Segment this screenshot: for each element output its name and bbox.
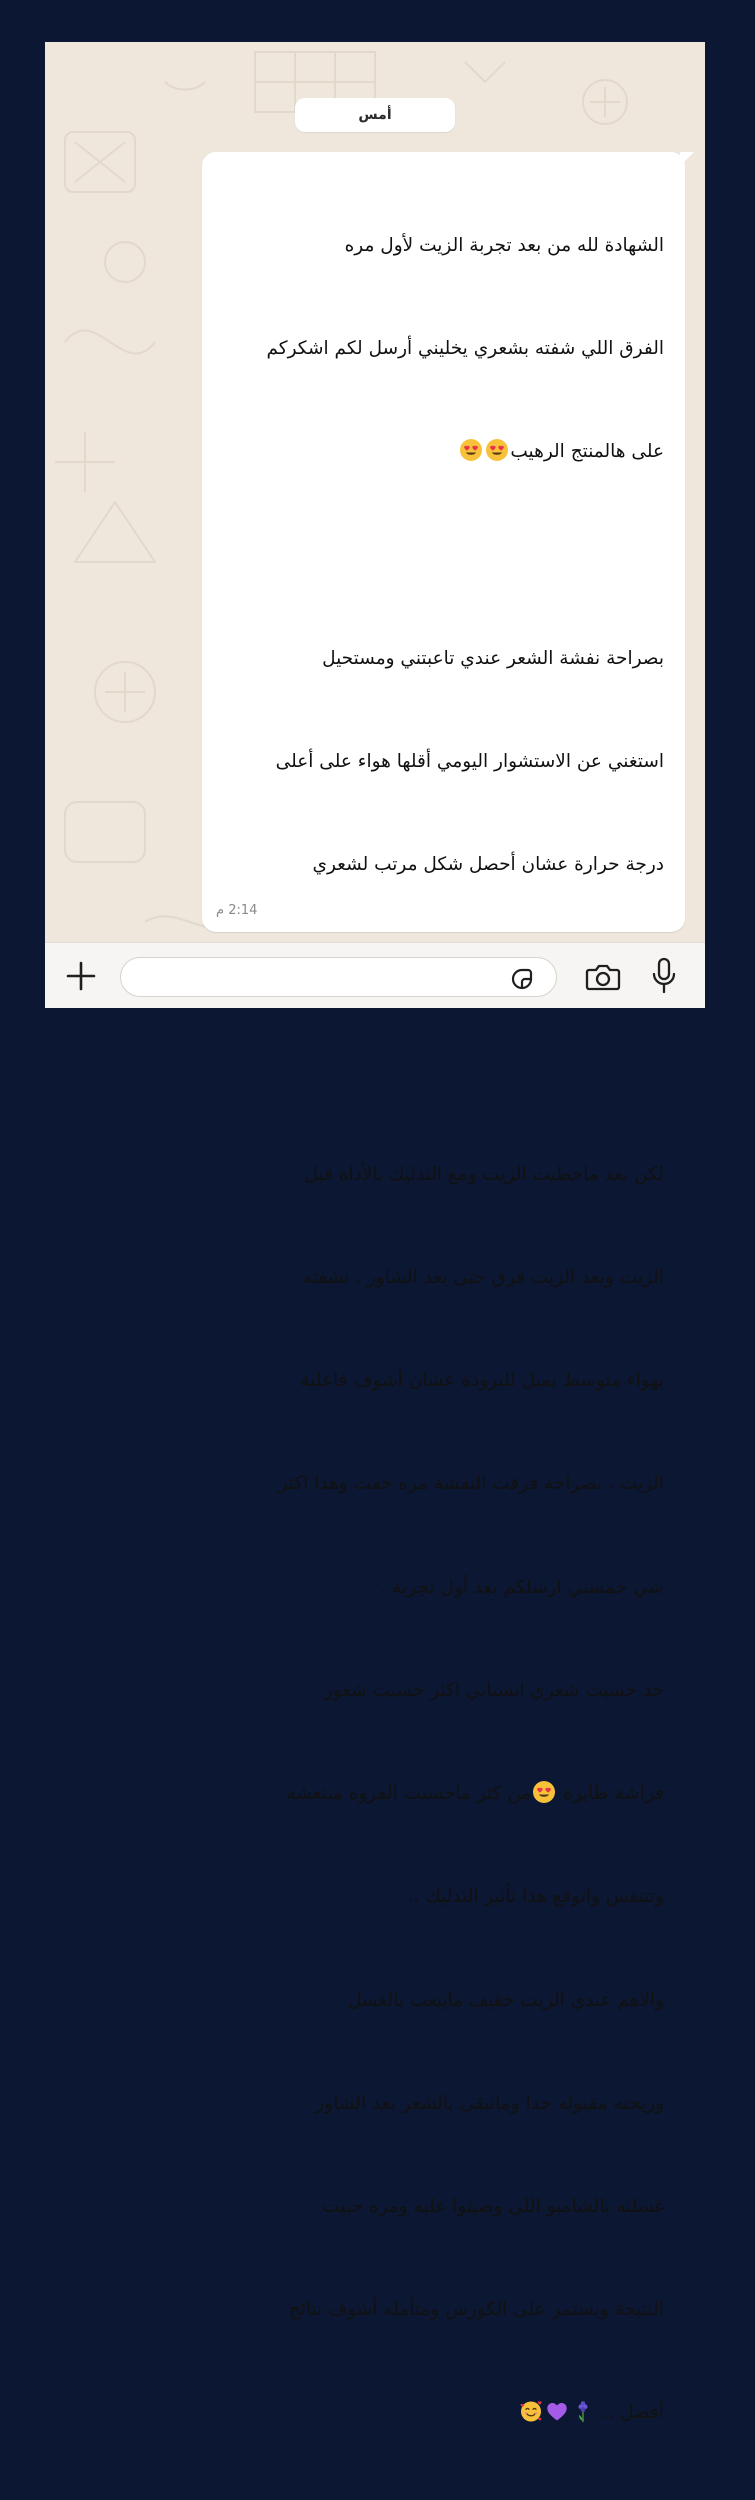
camera-icon <box>585 962 621 992</box>
message-line <box>216 435 664 469</box>
message-timestamp: 2:14 م <box>216 903 258 918</box>
message-line: استغني عن الاستشوار اليومي أقلها هواء على أعلى <box>275 750 664 772</box>
heart-eyes-emoji-icon <box>485 438 509 462</box>
composer-bar <box>45 942 705 1008</box>
message-line: لكن بعد ماحطيت الزيت ومع التدليك بالأداة قبل <box>304 1163 664 1185</box>
date-separator <box>295 98 455 132</box>
message-line-text: على هالمنتج الرهيب <box>510 441 664 463</box>
message-line: بصراحة نفشة الشعر عندي تاعبتني ومستحيل <box>322 647 664 669</box>
sticker-button[interactable] <box>507 964 537 994</box>
message-line <box>216 1777 664 1811</box>
heart-eyes-emoji-icon <box>532 1780 556 1804</box>
message-bubble[interactable] <box>202 152 685 2424</box>
message-line: شي حمسني ارسلكم بعد أول تجربة . <box>380 1576 664 1598</box>
message-text <box>216 160 686 2500</box>
chat-window <box>45 42 705 2424</box>
message-line: بهواء متوسط يميل للبرودة عشان أشوف فاعلية <box>300 1370 664 1392</box>
attach-button[interactable] <box>63 958 99 994</box>
purple-heart-emoji-icon <box>545 2399 569 2423</box>
message-line: وتتنفس واتوقع هذا تأثير التدليك .. <box>407 1886 664 1908</box>
message-blank-line <box>216 538 664 572</box>
plus-icon <box>65 960 97 992</box>
message-line: الزيت ، بصراحة فرقت النفشة مره خفت وهذا اكثر <box>278 1473 664 1495</box>
message-line: النتيجة وبستمر على الكورس ومتأمله أشوف نتائج <box>288 2299 664 2321</box>
message-line: الشهادة لله من بعد تجربة الزيت لأول مره <box>344 234 664 256</box>
date-label: أمس <box>358 107 392 123</box>
hyacinth-emoji-icon <box>571 2399 595 2423</box>
message-line: الزيت وبعد الزيت فرق حتى بعد الشاور ، نشفته <box>302 1266 664 1288</box>
message-line: غسلته بالشامبو اللي وصيتوا عليه ومره حبيت <box>322 2195 664 2217</box>
microphone-icon <box>651 957 677 995</box>
message-line <box>216 2396 664 2430</box>
message-line-text: فراشة طايرة <box>563 1783 664 1805</box>
smiling-face-with-hearts-emoji-icon <box>519 2399 543 2423</box>
message-line: درجة حرارة عشان أحصل شكل مرتب لشعري <box>312 854 664 876</box>
microphone-button[interactable] <box>646 956 682 996</box>
sticker-icon <box>509 966 535 992</box>
message-line: وريحته مقبوله جدا وماتبقى بالشعر بعد الشاور <box>315 2092 664 2114</box>
message-line: جد حسيت شعري انسيابي اكثر حسيت شعور <box>323 1679 664 1701</box>
message-line-text: أفضل .. <box>602 2402 664 2424</box>
message-line-text: من كثر ماحسيت الفروة منتعشه <box>286 1783 532 1805</box>
camera-button[interactable] <box>585 960 621 994</box>
message-line: والاهم عندي الزيت خفيف مايتعب بالغسل <box>348 1989 664 2011</box>
heart-eyes-emoji-icon <box>459 438 483 462</box>
message-blank-line <box>216 1055 664 1089</box>
message-line: الفرق اللي شفته بشعري يخليني أرسل لكم اشكركم <box>266 338 664 360</box>
message-input[interactable] <box>120 957 557 997</box>
